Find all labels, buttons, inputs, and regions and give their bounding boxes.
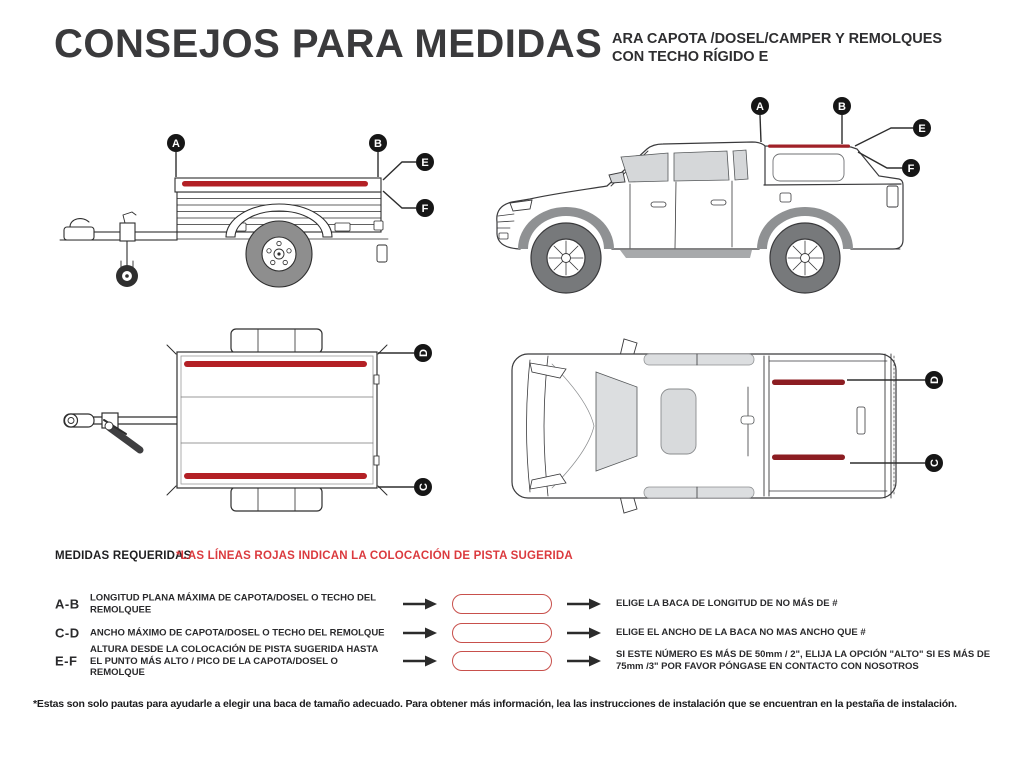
- measurement-description: ANCHO MÁXIMO DE CAPOTA/DOSEL O TECHO DEL REMOLQUE: [90, 627, 385, 639]
- marker-f-label: F: [421, 203, 429, 215]
- marker-d-label: D: [929, 376, 941, 384]
- suggested-track-line-trailer-side: [182, 181, 368, 187]
- trailer-top-markers: [378, 344, 432, 496]
- marker-e-label: E: [918, 123, 926, 135]
- measurement-row-ef: [0, 645, 1024, 677]
- trailer-side-view-diagram: [30, 95, 470, 315]
- arrow-right-icon: [567, 627, 601, 639]
- marker-a-label: A: [172, 138, 180, 150]
- suggested-track-line-truck-top-1: [772, 380, 845, 386]
- truck-top-view-diagram: [490, 330, 1024, 530]
- marker-e-label: E: [421, 157, 429, 169]
- marker-d-label: D: [418, 349, 430, 357]
- suggested-track-line-trailer-top-1: [184, 361, 367, 367]
- measurement-key: A-B: [55, 596, 80, 612]
- suggested-track-line-truck-top-2: [772, 455, 845, 461]
- measurement-row-cd: [0, 622, 1024, 644]
- measurements-heading: MEDIDAS REQUERIDAS: [55, 550, 192, 562]
- page-title: CONSEJOS PARA MEDIDAS: [54, 22, 603, 66]
- arrow-right-icon: [403, 598, 437, 610]
- truck-side-view-diagram: [480, 90, 1024, 325]
- measurement-description: LONGITUD PLANA MÁXIMA DE CAPOTA/DOSEL O TECHO DEL REMOLQUEE: [90, 592, 376, 615]
- footnote: *Estas son solo pautas para ayudarle a elegir una baca de tamaño adecuado. Para obtener más información, lea las instrucciones de instalación que se encuentran en la pestaña de instalación.: [33, 698, 957, 710]
- suggested-track-line-trailer-top-2: [184, 473, 367, 479]
- arrow-right-icon: [403, 627, 437, 639]
- marker-b-label: B: [374, 138, 382, 150]
- measurement-description: ALTURA DESDE LA COLOCACIÓN DE PISTA SUGERIDA HASTA EL PUNTO MÁS ALTO / PICO DE LA CAPOTA/DOSEL O REMOLQUE: [90, 643, 378, 678]
- marker-c-label: C: [929, 459, 941, 467]
- measurement-value-box: [452, 594, 552, 614]
- arrow-right-icon: [567, 598, 601, 610]
- arrow-right-icon: [403, 655, 437, 667]
- measurement-value-box: [452, 651, 552, 671]
- marker-f-label: F: [907, 163, 915, 175]
- measurement-key: C-D: [55, 625, 80, 641]
- truck-side-lineart: [497, 142, 903, 293]
- page-subtitle: [612, 30, 942, 66]
- marker-a-label: A: [756, 101, 764, 113]
- subtitle-line-2: CON TECHO RÍGIDO E: [612, 49, 769, 65]
- red-lines-note: *LAS LÍNEAS ROJAS INDICAN LA COLOCACIÓN DE PISTA SUGERIDA: [176, 550, 573, 562]
- arrow-right-icon: [567, 655, 601, 667]
- measurement-result: ELIGE EL ANCHO DE LA BACA NO MAS ANCHO QUE #: [616, 627, 866, 638]
- measurement-value-box: [452, 623, 552, 643]
- marker-c-label: C: [418, 483, 430, 491]
- measurement-key: E-F: [55, 653, 78, 669]
- truck-top-lineart: [512, 339, 896, 513]
- marker-b-label: B: [838, 101, 846, 113]
- trailer-side-lineart: [60, 178, 388, 287]
- subtitle-line-1: ARA CAPOTA /DOSEL/CAMPER Y REMOLQUES: [612, 31, 943, 47]
- measurement-result: ELIGE LA BACA DE LONGITUD DE NO MÁS DE #: [616, 598, 838, 609]
- suggested-track-line-truck-side: [768, 145, 850, 148]
- trailer-top-lineart: [64, 329, 387, 511]
- trailer-top-view-diagram: [30, 320, 470, 520]
- measurement-row-ab: [0, 586, 1024, 622]
- measurement-result: SI ESTE NÚMERO ES MÁS DE 50mm / 2", ELIJA LA OPCIÓN "ALTO" SI ES MÁS DE 75mm /3" POR FAVOR PÓNGASE EN CONTACTO CON NOSOTROS: [616, 649, 991, 672]
